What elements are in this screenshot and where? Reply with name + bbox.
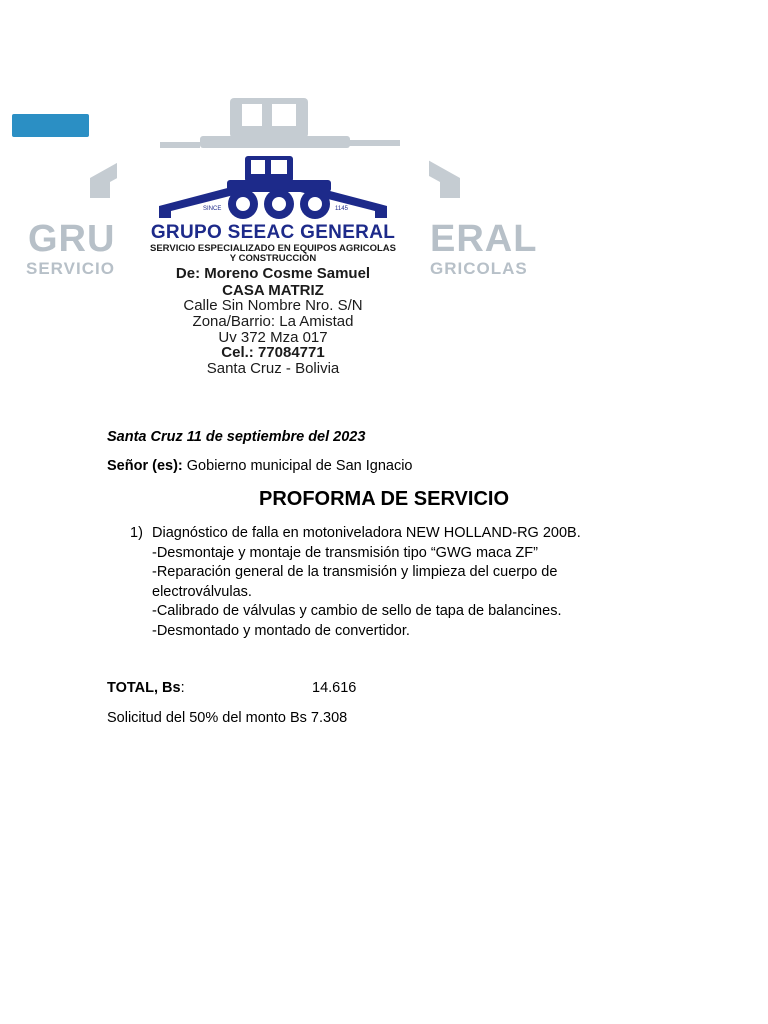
logo-year-label: 1145: [335, 206, 348, 212]
recipient-label: Señor (es):: [107, 458, 183, 474]
service-line: Diagnóstico de falla en motoniveladora NEW HOLLAND-RG 200B.: [152, 525, 581, 541]
address-line-1: Calle Sin Nombre Nro. S/N: [183, 297, 363, 314]
service-line: -Reparación general de la transmisión y limpieza del cuerpo de: [152, 564, 558, 580]
list-item-number: 1): [130, 525, 143, 541]
recipient-name: Gobierno municipal de San Ignacio: [186, 458, 413, 474]
background-sub-right: GRICOLAS: [430, 259, 528, 278]
background-sub-left: SERVICIO: [26, 259, 115, 278]
service-line: electroválvulas.: [152, 583, 252, 600]
tagline-line-1: SERVICIO ESPECIALIZADO EN EQUIPOS AGRICOLAS: [150, 243, 396, 254]
list-item: [152, 524, 622, 641]
tractor-logo-icon: [157, 154, 389, 220]
phone-number: Cel.: 77084771: [221, 344, 325, 361]
company-logo-card: [117, 150, 429, 382]
address-line-3: Uv 372 Mza 017: [218, 329, 328, 346]
brand-tagline: [117, 244, 429, 264]
background-brand-left: GRU: [28, 218, 116, 260]
service-line: -Calibrado de válvulas y cambio de sello de tapa de balancines.: [152, 603, 562, 619]
city-country: Santa Cruz - Bolivia: [206, 360, 340, 377]
total-row: [107, 680, 357, 696]
service-line: -Desmontaje y montaje de transmisión tipo “GWG maca ZF”: [152, 544, 538, 561]
sender-name: De: Moreno Cosme Samuel: [175, 265, 371, 282]
total-colon: :: [180, 680, 185, 696]
document-title: PROFORMA DE SERVICIO: [258, 488, 510, 510]
recipient-line: [107, 458, 412, 474]
tagline-line-2: Y CONSTRUCCIÓN: [229, 253, 317, 264]
deposit-note: Solicitud del 50% del monto Bs 7.308: [107, 710, 348, 726]
total-label: TOTAL, Bs: [107, 680, 181, 696]
background-brand-right: ERAL: [430, 218, 538, 260]
brand-name: GRUPO SEEAC GENERAL: [150, 222, 396, 243]
service-line: -Desmontado y montado de convertidor.: [152, 622, 410, 639]
document-date: Santa Cruz 11 de septiembre del 2023: [107, 429, 366, 445]
office-label: CASA MATRIZ: [222, 282, 324, 299]
logo-since-label: SINCE: [203, 206, 222, 212]
address-line-2: Zona/Barrio: La Amistad: [192, 313, 354, 330]
total-value: 14.616: [312, 680, 357, 696]
